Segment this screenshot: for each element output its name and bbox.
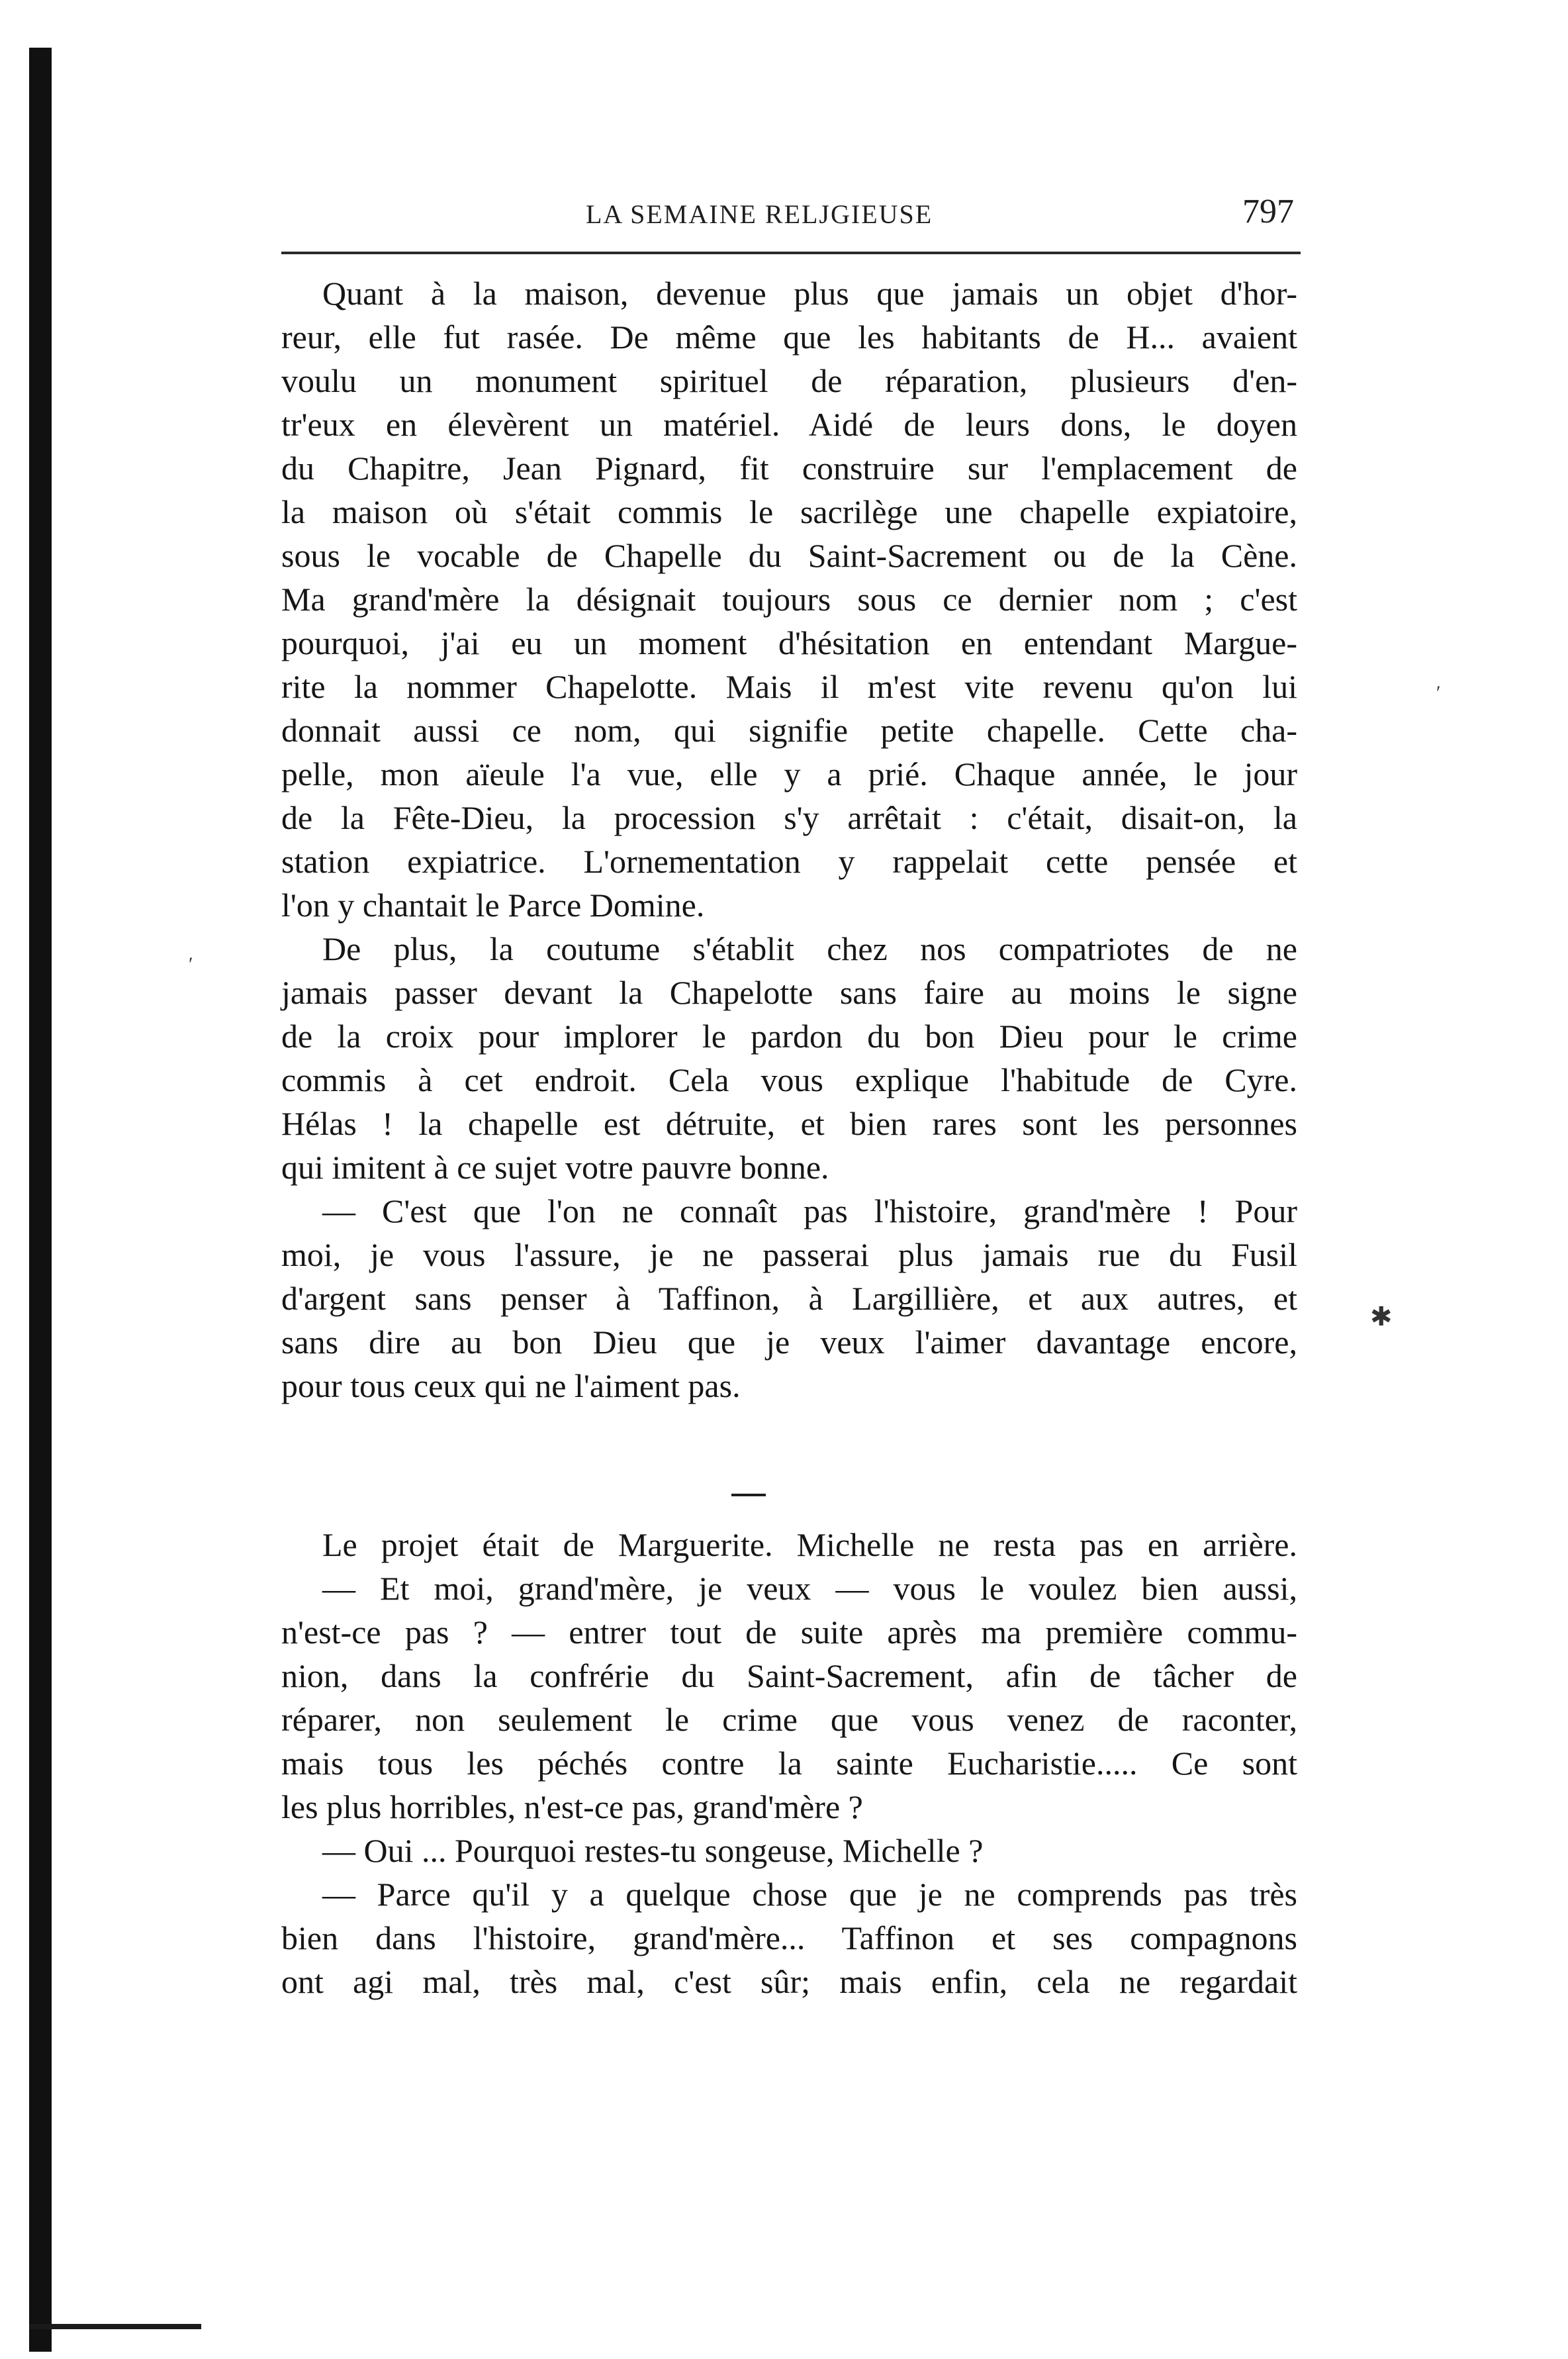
text-line: mais tous les péchés contre la sainte Eucharistie..... Ce sont xyxy=(281,1745,1297,1782)
text-line: Quant à la maison, devenue plus que jamais un objet d'hor- xyxy=(322,275,1297,312)
text-line: n'est-ce pas ? — entrer tout de suite après ma première commu- xyxy=(281,1613,1297,1651)
text-line: — C'est que l'on ne connaît pas l'histoire, grand'mère ! Pour xyxy=(322,1192,1297,1229)
text-line: l'on y chantait le Parce Domine. xyxy=(281,887,705,924)
text-line: sans dire au bon Dieu que je veux l'aimer davantage encore, xyxy=(281,1324,1297,1361)
header-rule xyxy=(281,252,1301,254)
text-line: de la croix pour implorer le pardon du bon Dieu pour le crime xyxy=(281,1018,1297,1055)
text-line: nion, dans la confrérie du Saint-Sacrement, afin de tâcher de xyxy=(281,1657,1297,1694)
text-line: la maison où s'était commis le sacrilège une chapelle expiatoire, xyxy=(281,493,1297,530)
text-line: De plus, la coutume s'établit chez nos compatriotes de ne xyxy=(322,930,1297,967)
text-line: bien dans l'histoire, grand'mère... Taffinon et ses compagnons xyxy=(281,1919,1297,1956)
page-binding-foot xyxy=(29,2324,201,2329)
text-line: voulu un monument spirituel de réparation, plusieurs d'en- xyxy=(281,362,1297,399)
text-line: donnait aussi ce nom, qui signifie petite chapelle. Cette cha- xyxy=(281,712,1297,749)
ink-speck: ʹ xyxy=(1436,682,1441,704)
text-line: d'argent sans penser à Taffinon, à Largillière, et aux autres, et xyxy=(281,1280,1297,1317)
text-line: — Et moi, grand'mère, je veux — vous le voulez bien aussi, xyxy=(322,1570,1297,1607)
text-line: pelle, mon aïeule l'a vue, elle y a prié. Chaque année, le jour xyxy=(281,755,1297,793)
text-line: sous le vocable de Chapelle du Saint-Sacrement ou de la Cène. xyxy=(281,537,1297,574)
text-line: pour tous ceux qui ne l'aiment pas. xyxy=(281,1367,741,1404)
text-line: réparer, non seulement le crime que vous venez de raconter, xyxy=(281,1701,1297,1738)
text-line: du Chapitre, Jean Pignard, fit construire sur l'emplacement de xyxy=(281,450,1297,487)
text-line: Ma grand'mère la désignait toujours sous ce dernier nom ; c'est xyxy=(281,581,1297,618)
text-line: commis à cet endroit. Cela vous explique l'habitude de Cyre. xyxy=(281,1061,1297,1098)
text-line: rite la nommer Chapelotte. Mais il m'est vite revenu qu'on lui xyxy=(281,668,1297,705)
text-line: de la Fête-Dieu, la procession s'y arrêtait : c'était, disait-on, la xyxy=(281,799,1297,836)
page-number: 797 xyxy=(1242,193,1294,230)
text-line: — Parce qu'il y a quelque chose que je ne comprends pas très xyxy=(322,1876,1297,1913)
text-line: moi, je vous l'assure, je ne passerai plus jamais rue du Fusil xyxy=(281,1236,1297,1273)
text-line: reur, elle fut rasée. De même que les habitants de H... avaient xyxy=(281,318,1297,356)
page-header xyxy=(281,192,1301,245)
text-line: pourquoi, j'ai eu un moment d'hésitation en entendant Margue- xyxy=(281,624,1297,661)
section-break xyxy=(731,1494,766,1496)
text-line: tr'eux en élevèrent un matériel. Aidé de leurs dons, le doyen xyxy=(281,406,1297,443)
text-line: qui imitent à ce sujet votre pauvre bonne. xyxy=(281,1149,829,1186)
text-line: — Oui ... Pourquoi restes-tu songeuse, Michelle ? xyxy=(322,1832,984,1869)
text-block-top xyxy=(281,271,1297,1408)
text-line: les plus horribles, n'est-ce pas, grand'mère ? xyxy=(281,1788,863,1825)
text-line: jamais passer devant la Chapelotte sans faire au moins le signe xyxy=(281,974,1297,1011)
text-line: station expiatrice. L'ornementation y rappelait cette pensée et xyxy=(281,843,1297,880)
text-line: Le projet était de Marguerite. Michelle ne resta pas en arrière. xyxy=(322,1526,1297,1563)
ink-speck: ʹ xyxy=(189,953,193,975)
text-line: Hélas ! la chapelle est détruite, et bien rares sont les personnes xyxy=(281,1105,1297,1142)
page-binding-edge xyxy=(29,48,52,2352)
ink-speck: ✱ xyxy=(1370,1302,1393,1331)
text-block-bottom xyxy=(281,1523,1297,2003)
running-head: LA SEMAINE RELJGIEUSE xyxy=(586,199,933,229)
text-line: ont agi mal, très mal, c'est sûr; mais enfin, cela ne regardait xyxy=(281,1963,1297,2000)
